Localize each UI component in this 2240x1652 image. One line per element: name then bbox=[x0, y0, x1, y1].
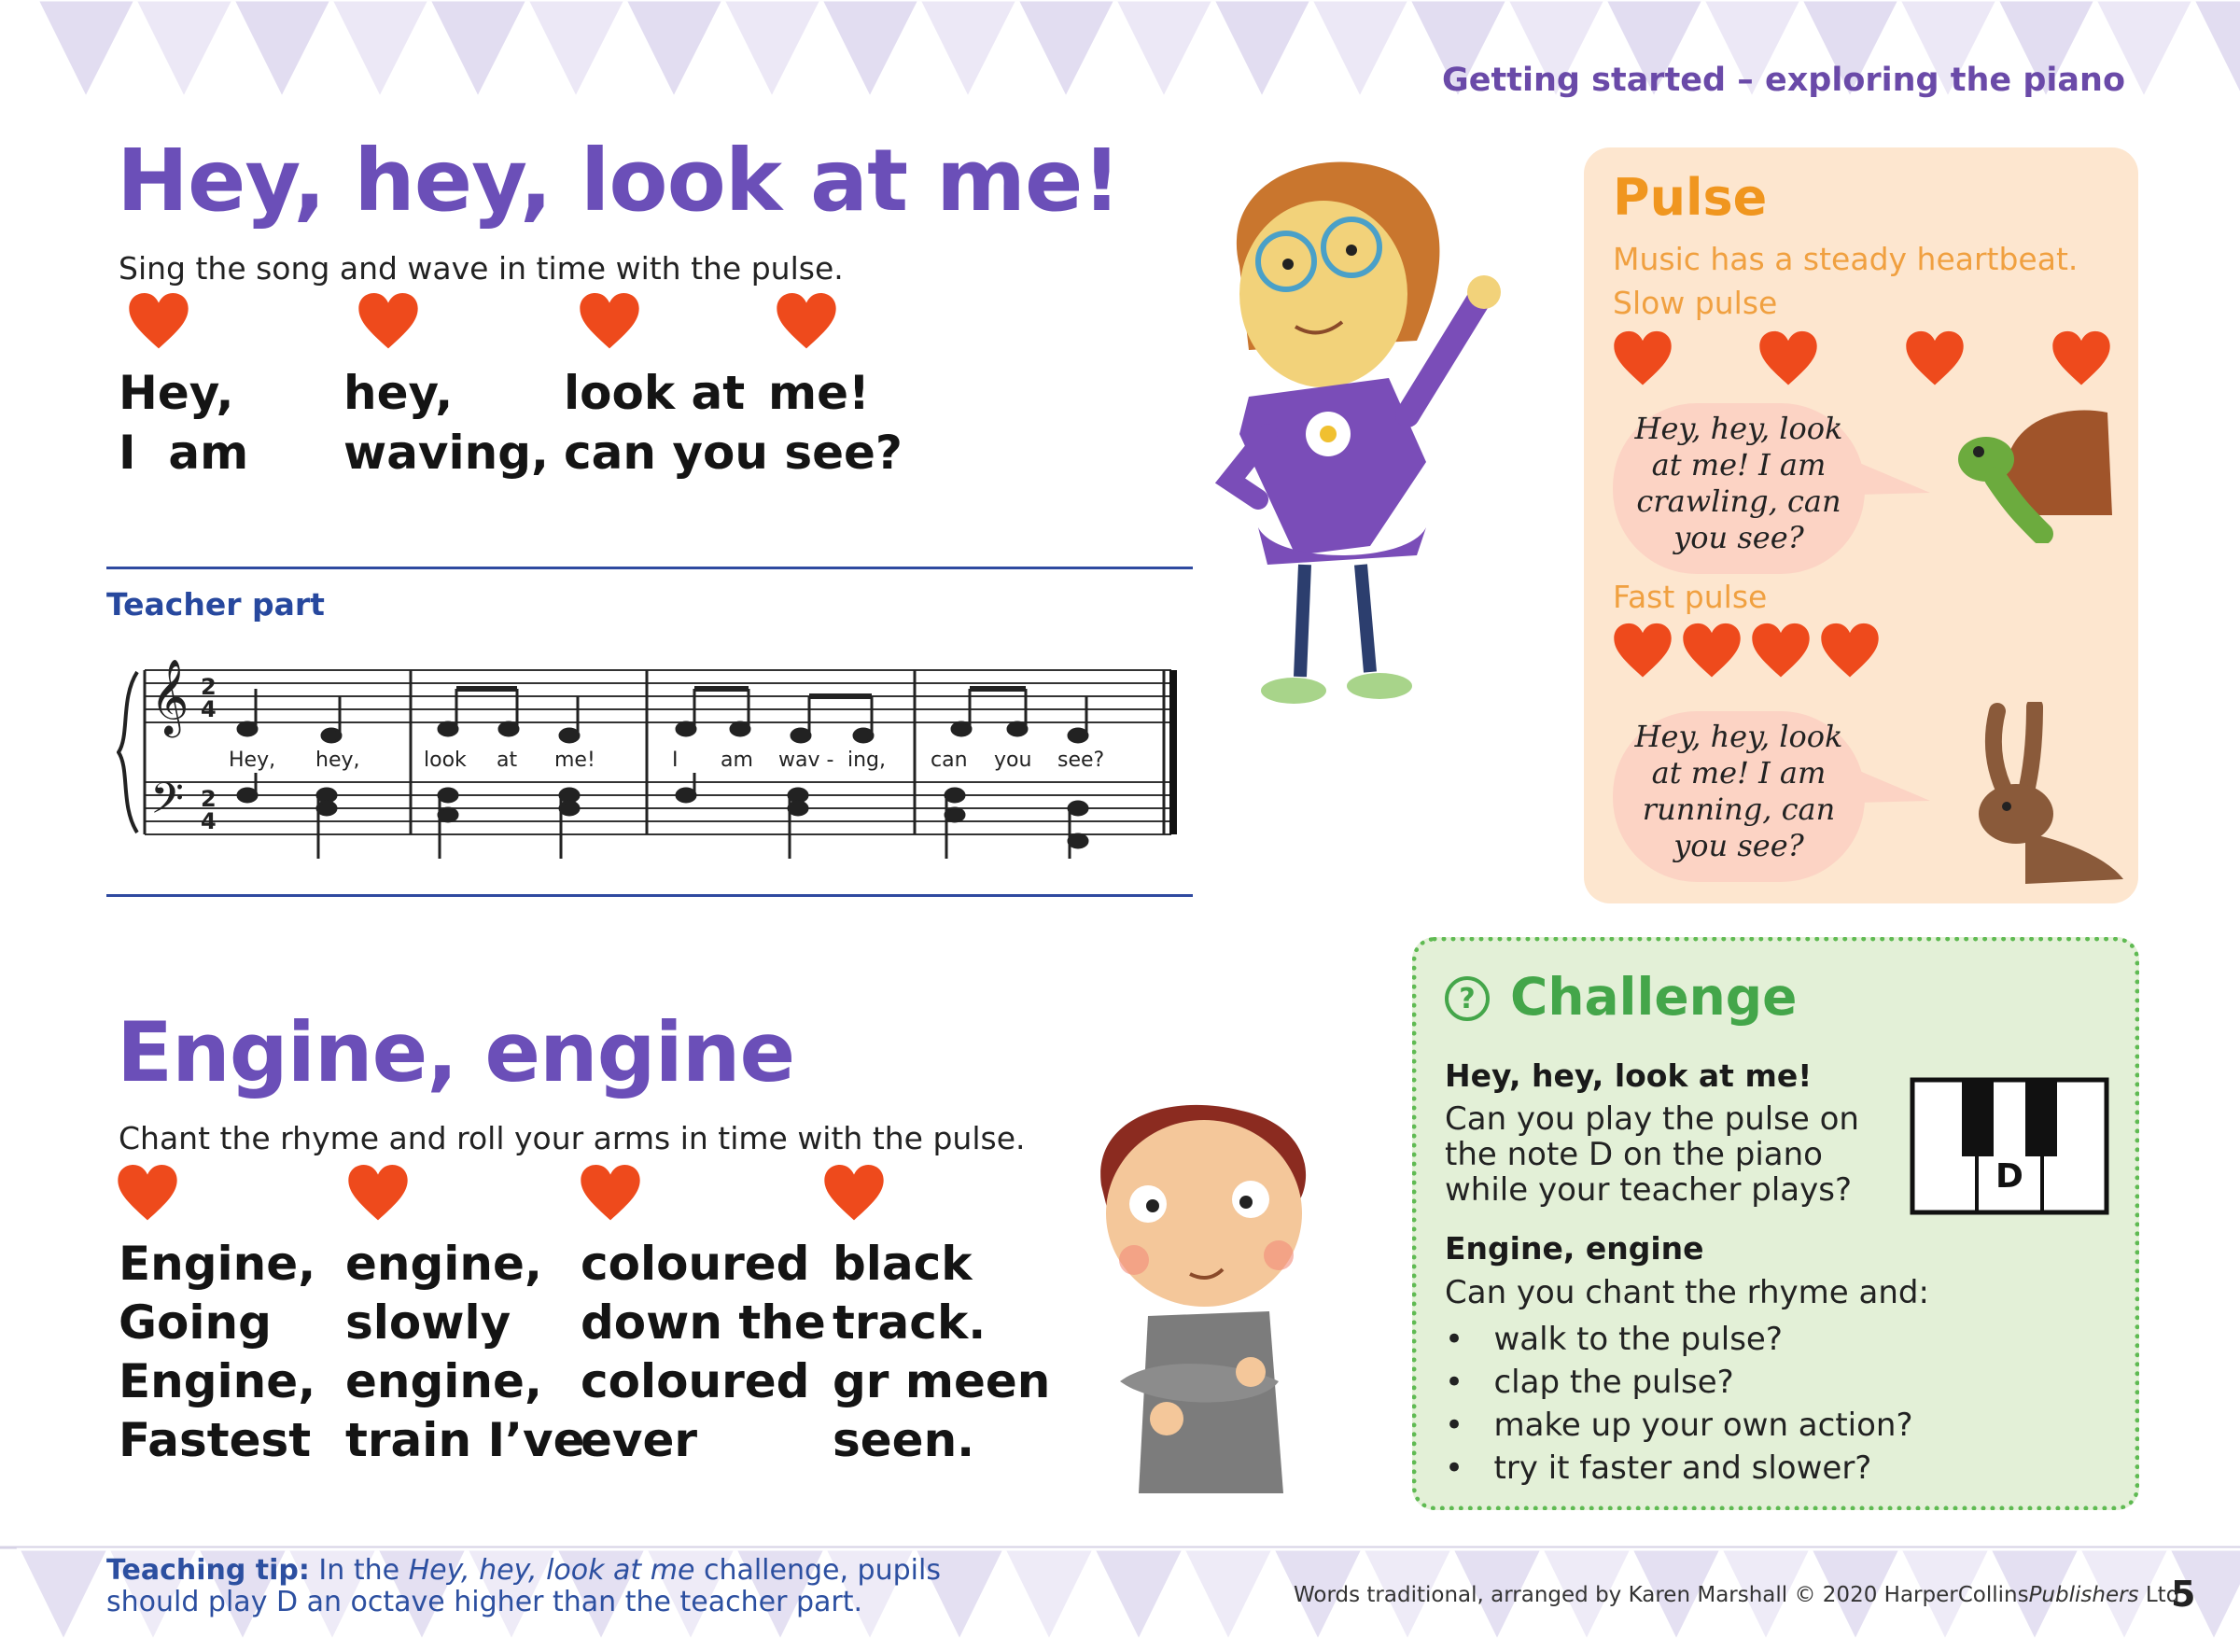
lyric-word: gr meen bbox=[833, 1354, 1051, 1408]
pulse-title: Pulse bbox=[1613, 168, 1768, 227]
svg-text:𝄞: 𝄞 bbox=[150, 658, 189, 735]
song2-instruction: Chant the rhyme and roll your arms in time with the pulse. bbox=[119, 1120, 1026, 1156]
score-word: you bbox=[994, 749, 1032, 772]
song1-instruction: Sing the song and wave in time with the pulse. bbox=[119, 250, 844, 287]
score-word: am bbox=[721, 749, 753, 772]
heart-icon bbox=[2051, 329, 2111, 388]
bunting-flag bbox=[1311, 0, 1409, 98]
heart-icon bbox=[1613, 329, 1673, 388]
bunting-flag bbox=[1094, 1549, 1183, 1641]
lyric-word: me! bbox=[768, 366, 870, 420]
song1-title: Hey, hey, look at me! bbox=[117, 131, 1121, 231]
heart-icon bbox=[1751, 621, 1811, 680]
svg-text:𝄢: 𝄢 bbox=[150, 774, 185, 834]
challenge-sub1: Hey, hey, look at me! bbox=[1445, 1057, 1813, 1094]
bunting-flag bbox=[821, 0, 919, 98]
bunting-flag bbox=[1183, 1549, 1273, 1641]
svg-text:?: ? bbox=[1459, 983, 1476, 1015]
divider-top bbox=[106, 567, 1193, 569]
fast-pulse-label: Fast pulse bbox=[1613, 579, 1768, 615]
bunting-flag bbox=[919, 0, 1017, 98]
page-number: 5 bbox=[2171, 1574, 2196, 1615]
bunting-flag bbox=[331, 0, 429, 98]
divider-bottom bbox=[106, 894, 1193, 897]
bunting-flag bbox=[2193, 0, 2240, 98]
challenge-title: Challenge bbox=[1510, 967, 1798, 1027]
bunting-flag bbox=[1004, 1549, 1094, 1641]
bunting-flag bbox=[723, 0, 821, 98]
lyric-word: look at bbox=[564, 366, 746, 420]
lyric-word: ever bbox=[581, 1413, 698, 1467]
bunting-flag bbox=[19, 1549, 108, 1641]
song2-title: Engine, engine bbox=[117, 1004, 795, 1100]
score-word: see? bbox=[1057, 749, 1105, 772]
svg-text:4: 4 bbox=[201, 696, 217, 722]
lyric-word: coloured bbox=[581, 1237, 810, 1291]
teacher-part-label: Teacher part bbox=[106, 586, 325, 623]
lyric-word: seen. bbox=[833, 1413, 975, 1467]
score-word: me! bbox=[554, 749, 595, 772]
heart-icon bbox=[1682, 621, 1742, 680]
heart-icon bbox=[580, 1163, 641, 1223]
challenge-text1: Can you play the pulse on the note D on the piano while your teacher plays? bbox=[1445, 1100, 1859, 1209]
bubble-tail bbox=[1857, 765, 1932, 812]
bunting-flag bbox=[625, 0, 723, 98]
lyric-word: black bbox=[833, 1237, 973, 1291]
credit-line: Words traditional, arranged by Karen Marshall © 2020 HarperCollinsPublishers Ltd bbox=[1294, 1583, 2180, 1607]
lyric-word: engine, bbox=[345, 1237, 542, 1291]
tortoise-illustration bbox=[1949, 403, 2117, 543]
heart-icon bbox=[117, 1163, 178, 1223]
challenge-sub2: Engine, engine bbox=[1445, 1230, 1704, 1267]
bunting-flag bbox=[1213, 0, 1311, 98]
lyric-word: train I’ve bbox=[345, 1413, 585, 1467]
heart-icon bbox=[1905, 329, 1965, 388]
score-word: at bbox=[497, 749, 518, 772]
bunting-flag bbox=[37, 0, 135, 98]
slow-pulse-label: Slow pulse bbox=[1613, 285, 1778, 321]
fast-speech-bubble: Hey, hey, look at me! I am running, can you see? bbox=[1613, 711, 1865, 882]
lyric-word: I am bbox=[119, 426, 249, 480]
lyric-word: Going bbox=[119, 1295, 272, 1350]
score-word: look bbox=[424, 749, 467, 772]
bullet-item: • try it faster and slower? bbox=[1445, 1449, 1872, 1487]
bullet-item: • make up your own action? bbox=[1445, 1407, 1913, 1444]
svg-text:4: 4 bbox=[201, 808, 217, 834]
lyric-word: slowly bbox=[345, 1295, 511, 1350]
bunting-flag bbox=[1017, 0, 1115, 98]
bullet-item: • clap the pulse? bbox=[1445, 1364, 1734, 1401]
score-word: hey, bbox=[315, 749, 360, 772]
lyric-word: down the bbox=[581, 1295, 826, 1350]
boy-illustration bbox=[1083, 1101, 1335, 1503]
challenge-text2: Can you chant the rhyme and: bbox=[1445, 1274, 1929, 1311]
heart-icon bbox=[128, 291, 189, 351]
heart-icon bbox=[1613, 621, 1673, 680]
score-word: Hey, bbox=[229, 749, 276, 772]
pulse-subtitle: Music has a steady heartbeat. bbox=[1613, 241, 2079, 277]
heart-icon bbox=[357, 291, 419, 351]
score-word: ing, bbox=[847, 749, 887, 772]
heart-icon bbox=[1820, 621, 1880, 680]
girl-illustration bbox=[1183, 154, 1510, 714]
teaching-tip: Teaching tip: In the Hey, hey, look at me challenge, pupils should play D an octave higher than the teacher part. bbox=[106, 1554, 941, 1618]
heart-icon bbox=[823, 1163, 885, 1223]
heart-icon bbox=[347, 1163, 409, 1223]
bunting-flag bbox=[135, 0, 233, 98]
heart-icon bbox=[776, 291, 837, 351]
score-word: can bbox=[931, 749, 968, 772]
lyric-word: engine, bbox=[345, 1354, 542, 1408]
heart-icon bbox=[579, 291, 640, 351]
section-header: Getting started – exploring the piano bbox=[1442, 62, 2125, 99]
score-word: I bbox=[672, 749, 679, 772]
question-circle-icon bbox=[1443, 974, 1491, 1023]
piano-key-label: D bbox=[1995, 1157, 2023, 1196]
slow-speech-bubble: Hey, hey, look at me! I am crawling, can you see? bbox=[1613, 403, 1865, 574]
bunting-flag bbox=[527, 0, 625, 98]
bullet-item: • walk to the pulse? bbox=[1445, 1321, 1783, 1358]
bunting-flag bbox=[233, 0, 331, 98]
lyric-word: Fastest bbox=[119, 1413, 312, 1467]
lyric-word: waving, bbox=[343, 426, 550, 480]
lyric-word: hey, bbox=[343, 366, 454, 420]
heart-icon bbox=[1758, 329, 1818, 388]
lyric-word: Hey, bbox=[119, 366, 234, 420]
lyric-word: Engine, bbox=[119, 1354, 316, 1408]
svg-text:2: 2 bbox=[201, 786, 217, 812]
bunting-flag bbox=[1115, 0, 1213, 98]
hare-illustration bbox=[1941, 702, 2128, 889]
lyric-word: coloured bbox=[581, 1354, 810, 1408]
challenge-bullets bbox=[1445, 1318, 1913, 1490]
bubble-tail bbox=[1857, 457, 1932, 504]
lyric-word: can you see? bbox=[564, 426, 903, 480]
lyric-word: track. bbox=[833, 1295, 987, 1350]
bunting-flag bbox=[429, 0, 527, 98]
lyric-word: Engine, bbox=[119, 1237, 316, 1291]
svg-text:2: 2 bbox=[201, 674, 217, 700]
score-word: wav - bbox=[778, 749, 834, 772]
